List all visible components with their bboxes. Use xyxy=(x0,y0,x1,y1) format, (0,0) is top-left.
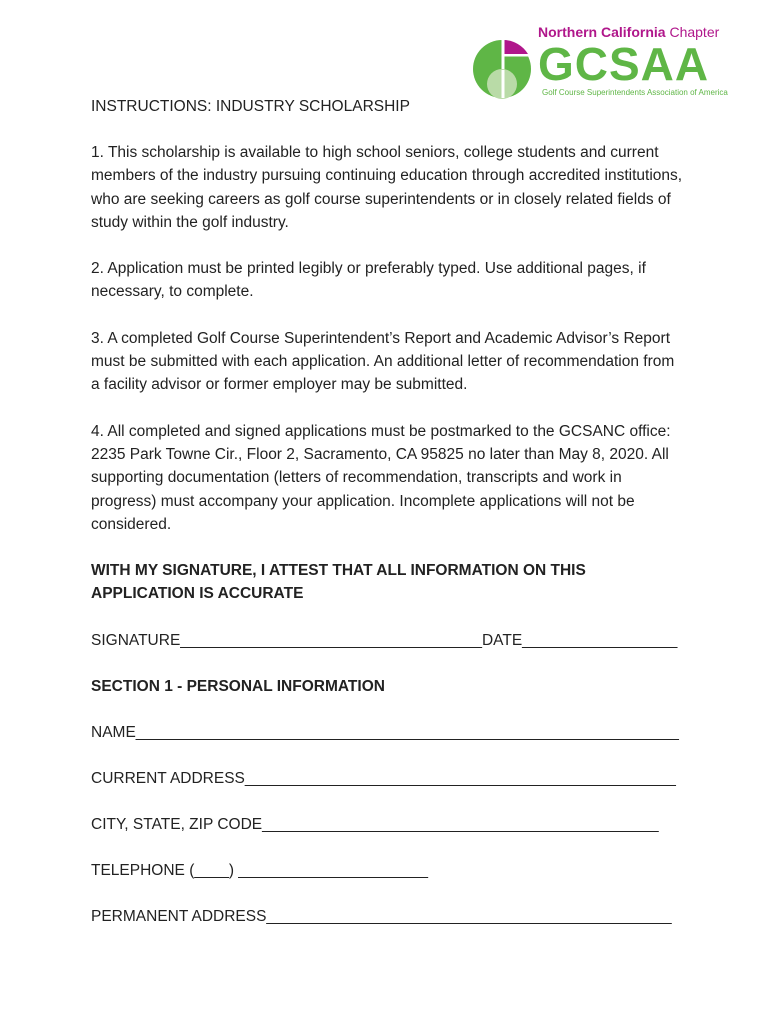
logo-chapter-rest: Chapter xyxy=(665,24,720,40)
instruction-paragraph-4: 4. All completed and signed applications must be postmarked to the GCSANC office: 2235 Park Towne Cir., Floor 2, Sacramento, CA 95825 no later than May 8, 2020. All supporting documentation (letters of recommendation, transcripts and work in progress) must accompany your application. Incomplete applications will not be considered. xyxy=(91,422,671,533)
logo-tagline: Golf Course Superintendents Association of America xyxy=(542,88,728,97)
permanent-address-field[interactable]: PERMANENT ADDRESS_______________________________________________ xyxy=(91,908,672,926)
section-1-title: SECTION 1 - PERSONAL INFORMATION xyxy=(91,677,385,695)
signature-date-line[interactable]: SIGNATURE___________________________________DATE__________________ xyxy=(91,631,678,649)
logo-chapter-bold: Northern California xyxy=(538,24,666,40)
attestation-statement: WITH MY SIGNATURE, I ATTEST THAT ALL INFORMATION ON THIS APPLICATION IS ACCURATE xyxy=(91,562,586,603)
name-field[interactable]: NAME_______________________________________________________________ xyxy=(91,724,679,742)
instruction-paragraph-2: 2. Application must be printed legibly or preferably typed. Use additional pages, if necessary, to complete. xyxy=(91,260,646,301)
instruction-paragraph-3: 3. A completed Golf Course Superintendent’s Report and Academic Advisor’s Report must be submitted with each application. An additional letter of recommendation from a facility advisor or former employer may be submitted. xyxy=(91,329,675,394)
logo-wordmark: GCSAA xyxy=(538,38,710,90)
instructions-heading: INSTRUCTIONS: INDUSTRY SCHOLARSHIP xyxy=(91,98,410,115)
telephone-field[interactable]: TELEPHONE (____) ______________________ xyxy=(91,862,428,880)
golf-flag-icon xyxy=(472,38,532,100)
gcsaa-logo xyxy=(472,24,728,106)
current-address-field[interactable]: CURRENT ADDRESS__________________________________________________ xyxy=(91,770,676,788)
instruction-paragraph-1: 1. This scholarship is available to high school seniors, college students and current members of the industry pursuing continuing education through accredited institutions, who are seeking careers as golf course superintendents or in closely related fields of study within the golf industry. xyxy=(91,144,683,231)
city-state-zip-field[interactable]: CITY, STATE, ZIP CODE______________________________________________ xyxy=(91,816,659,834)
document-body xyxy=(91,95,691,928)
